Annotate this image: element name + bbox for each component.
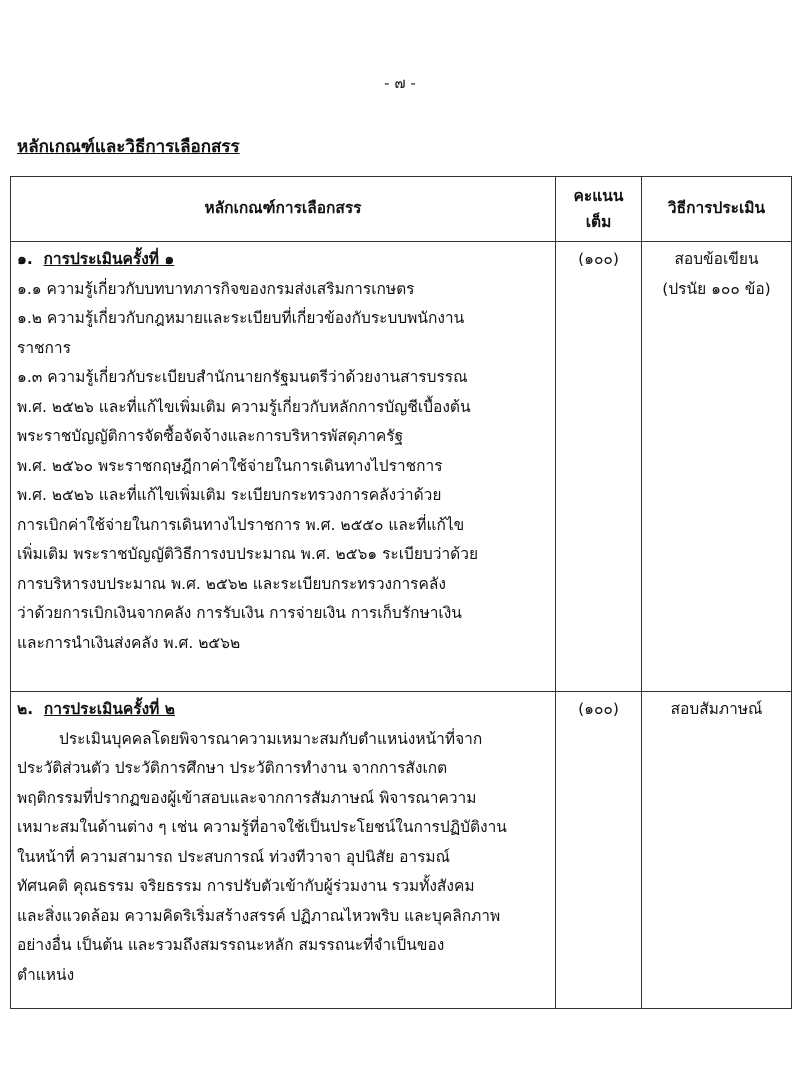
criteria-line: พ.ศ. ๒๕๒๖ และที่แก้ไขเพิ่มเติม ระเบียบกระทรวงการคลังว่าด้วย [17,486,442,504]
criteria-line: เพิ่มเติม พระราชบัญญัติวิธีการงบประมาณ พ.ศ. ๒๕๖๑ ระเบียบว่าด้วย [17,545,479,563]
criteria-line: ว่าด้วยการเบิกเงินจากคลัง การรับเงิน การจ่ายเงิน การเก็บรักษาเงิน [17,604,462,622]
method-cell [642,692,792,1009]
method-line1: สอบข้อเขียน [674,250,759,268]
round-title [17,695,547,725]
criteria-line: และสิ่งแวดล้อม ความคิดริเริ่มสร้างสรรค์ ปฏิภาณไหวพริบ และบุคลิกภาพ [17,906,501,925]
round-title [17,245,547,275]
round-number: ๑. [17,250,33,268]
table-header-row [11,177,792,242]
criteria-line: พระราชบัญญัติการจัดซื้อจัดจ้างและการบริหารพัสดุภาครัฐ [17,427,404,445]
criteria-line: การเบิกค่าใช้จ่ายในการเดินทางไปราชการ พ.ศ. ๒๕๕๐ และที่แก้ไข [17,515,465,534]
criteria-line: พ.ศ. ๒๕๖๐ พระราชกฤษฎีกาค่าใช้จ่ายในการเดินทางไปราชการ [17,456,443,475]
header-score-line1: คะแนน [573,187,624,205]
page-number: - ๗ - [384,74,416,92]
header-score-line2: เต็ม [585,213,612,231]
method-line2: (ปรนัย ๑๐๐ ข้อ) [662,279,771,298]
full-score-cell: (๑๐๐) [556,242,642,692]
round-title-text: การประเมินครั้งที่ ๑ [43,250,175,268]
criteria-line: อย่างอื่น เป็นต้น และรวมถึงสมรรถนะหลัก สมรรถนะที่จำเป็นของ [17,936,445,954]
method-cell [642,242,792,692]
criteria-line: ประวัติส่วนตัว ประวัติการศึกษา ประวัติการทำงาน จากการสังเกต [17,759,448,777]
method-line1: สอบสัมภาษณ์ [670,700,763,718]
criteria-line: ๑.๑ ความรู้เกี่ยวกับบทบาทภารกิจของกรมส่งเสริมการเกษตร [17,279,415,298]
table-row [11,692,792,1009]
criteria-line: ประเมินบุคคลโดยพิจารณาความเหมาะสมกับตำแหน่งหน้าที่จาก [59,729,483,748]
criteria-line: ในหน้าที่ ความสามารถ ประสบการณ์ ท่วงทีวาจา อุปนิสัย อารมณ์ [17,847,451,866]
table-row [11,242,792,692]
header-full-score [556,177,642,242]
round-title-text: การประเมินครั้งที่ ๒ [43,700,176,718]
criteria-line: และการนำเงินส่งคลัง พ.ศ. ๒๕๖๒ [17,633,241,652]
criteria-line: ๑.๒ ความรู้เกี่ยวกับกฎหมายและระเบียบที่เกี่ยวข้องกับระบบพนักงาน [17,309,465,327]
criteria-line: เหมาะสมในด้านต่าง ๆ เช่น ความรู้ที่อาจใช้เป็นประโยชน์ในการปฏิบัติงาน [17,818,507,836]
header-criteria: หลักเกณฑ์การเลือกสรร [11,177,556,242]
full-score-cell: (๑๐๐) [556,692,642,1009]
criteria-line: พฤติกรรมที่ปรากฏของผู้เข้าสอบและจากการสัมภาษณ์ พิจารณาความ [17,788,477,807]
header-method: วิธีการประเมิน [642,177,792,242]
criteria-cell [11,692,556,1009]
criteria-line: ทัศนคติ คุณธรรม จริยธรรม การปรับตัวเข้ากับผู้ร่วมงาน รวมทั้งสังคม [17,877,475,895]
section-heading: หลักเกณฑ์และวิธีการเลือกสรร [17,137,240,157]
criteria-line: ๑.๓ ความรู้เกี่ยวกับระเบียบสำนักนายกรัฐมนตรีว่าด้วยงานสารบรรณ [17,368,468,386]
criteria-line: พ.ศ. ๒๕๒๖ และที่แก้ไขเพิ่มเติม ความรู้เกี่ยวกับหลักการบัญชีเบื้องต้น [17,397,471,416]
criteria-line: การบริหารงบประมาณ พ.ศ. ๒๕๖๒ และระเบียบกระทรวงการคลัง [17,574,446,593]
round-number: ๒. [17,700,34,718]
criteria-line: ตำแหน่ง [17,965,75,984]
criteria-table [10,176,792,1009]
criteria-line: ราชการ [17,338,71,357]
criteria-cell [11,242,556,692]
